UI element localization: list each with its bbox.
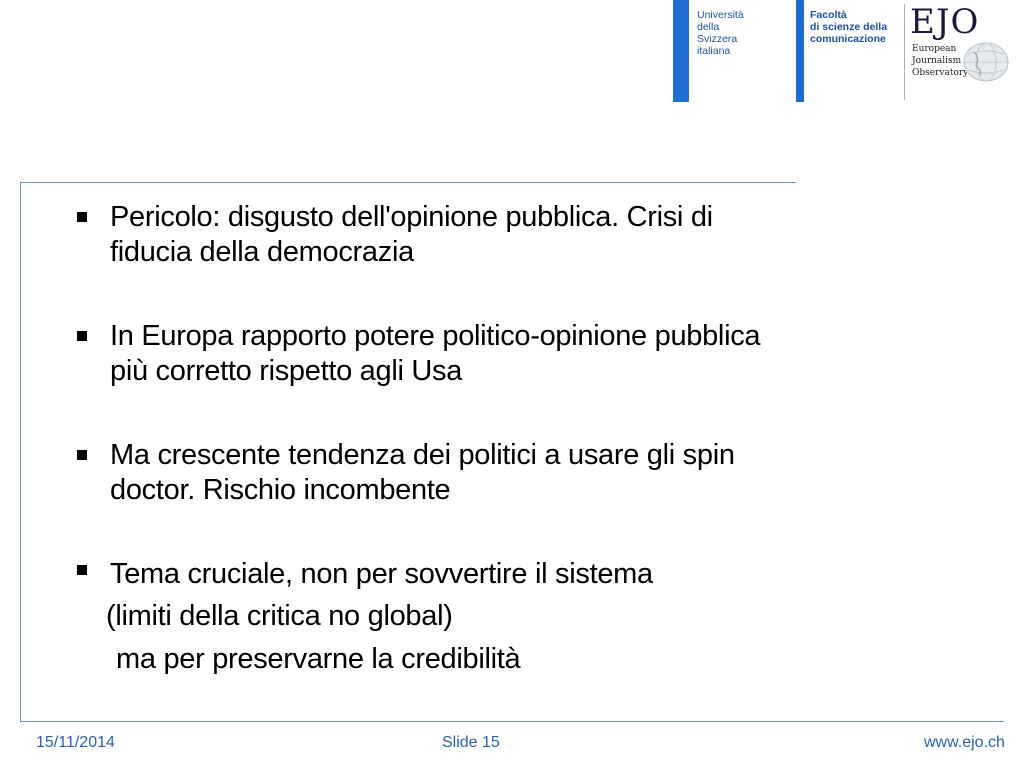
bullet-item xyxy=(72,438,872,508)
bullet-text: In Europa rapporto potere politico-opinione pubblica xyxy=(110,320,761,352)
globe-icon xyxy=(960,40,1012,84)
bullet-list xyxy=(72,200,872,681)
bullet-text: doctor. Rischio incombente xyxy=(110,474,451,506)
bullet-text: Tema cruciale, non per sovvertire il sistema xyxy=(110,558,653,590)
logo-divider xyxy=(904,4,905,100)
footer-date: 15/11/2014 xyxy=(36,734,115,751)
content-frame-top xyxy=(20,182,796,183)
content-frame-bottom xyxy=(20,721,1004,722)
bullet-text: (limiti della critica no global) xyxy=(106,600,453,632)
bullet-item xyxy=(72,553,872,681)
content-frame-left xyxy=(20,182,21,722)
usi-logo-bar xyxy=(673,0,689,102)
bullet-text: più corretto rispetto agli Usa xyxy=(110,355,463,387)
bullet-text: Pericolo: disgusto dell'opinione pubblica. Crisi di xyxy=(110,201,713,233)
square-bullet-icon xyxy=(77,212,87,222)
faculty-logo-bar xyxy=(796,0,804,102)
square-bullet-icon xyxy=(77,331,87,341)
bullet-text: ma per preservarne la credibilità xyxy=(116,643,521,675)
bullet-item xyxy=(72,319,872,389)
usi-logo-text: Università della Svizzera italiana xyxy=(697,9,744,57)
ejo-title: EJO xyxy=(910,2,980,42)
bullet-text: fiducia della democrazia xyxy=(110,236,414,268)
footer-url: www.ejo.ch xyxy=(924,734,1005,751)
faculty-logo-text: Facoltà di scienze della comunicazione xyxy=(810,9,888,45)
ejo-subtitle: European Journalism Observatory xyxy=(912,44,969,78)
bullet-text: Ma crescente tendenza dei politici a usare gli spin xyxy=(110,439,735,471)
square-bullet-icon xyxy=(77,565,87,575)
footer-slide-number: Slide 15 xyxy=(442,734,500,751)
square-bullet-icon xyxy=(77,450,87,460)
bullet-item xyxy=(72,200,872,270)
